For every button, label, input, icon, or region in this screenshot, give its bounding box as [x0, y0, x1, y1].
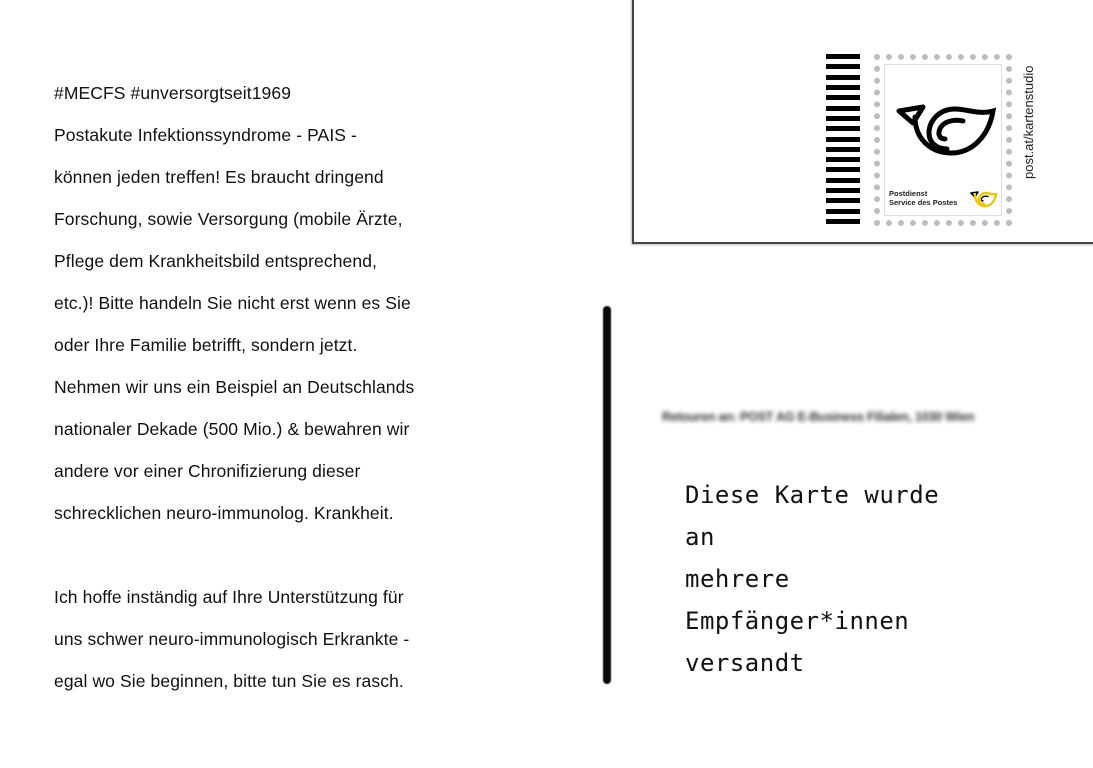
return-address: Retouren an: POST AG E-Business Filialen, 1030 Wien [662, 410, 975, 424]
stamp-face [884, 64, 1002, 216]
message-line: Forschung, sowie Versorgung (mobile Ärzte, [54, 209, 403, 229]
vertical-url-text: post.at/kartenstudio [1021, 66, 1036, 180]
message-line: nationaler Dekade (500 Mio.) & bewahren wir [54, 419, 410, 439]
message-line: egal wo Sie beginnen, bitte tun Sie es rasch. [54, 671, 404, 691]
recipient-note-line: mehrere [685, 565, 790, 593]
message-line: Pflege dem Krankheitsbild entsprechend, [54, 251, 377, 271]
recipient-note-line: Empfänger*innen [685, 607, 910, 635]
stamp-caption-line1: Postdienst [889, 189, 928, 198]
message-line: #MECFS #unversorgtseit1969 [54, 83, 292, 103]
message-paragraph-gap [54, 534, 524, 576]
posthorn-logo-icon [969, 189, 997, 209]
recipient-note-line: versandt [685, 649, 805, 677]
recipient-note [685, 474, 939, 684]
message-line: etc.)! Bitte handeln Sie nicht erst wenn es Sie [54, 293, 411, 313]
message-line: schrecklichen neuro-immunolog. Krankheit. [54, 503, 394, 523]
posthorn-icon [893, 95, 1001, 161]
stamp-caption-line2: Service des Postes [889, 198, 958, 207]
message-line: oder Ihre Familie betrifft, sondern jetzt. [54, 335, 358, 355]
message-line: uns schwer neuro-immunologisch Erkrankte - [54, 629, 410, 649]
barcode [826, 54, 860, 224]
message-line: andere vor einer Chronifizierung dieser [54, 461, 361, 481]
message-line: können jeden treffen! Es braucht dringend [54, 167, 384, 187]
message-line: Postakute Infektionssyndrome - PAIS - [54, 125, 357, 145]
stamp-caption [889, 189, 957, 207]
message-line: Ich hoffe inständig auf Ihre Unterstützung für [54, 587, 404, 607]
recipient-note-line: an [685, 523, 715, 551]
recipient-note-line: Diese Karte wurde [685, 481, 940, 509]
message-text-block [54, 72, 524, 702]
postcard-divider [603, 306, 611, 684]
message-line: Nehmen wir uns ein Beispiel an Deutschlands [54, 377, 415, 397]
postage-stamp [874, 54, 1012, 226]
